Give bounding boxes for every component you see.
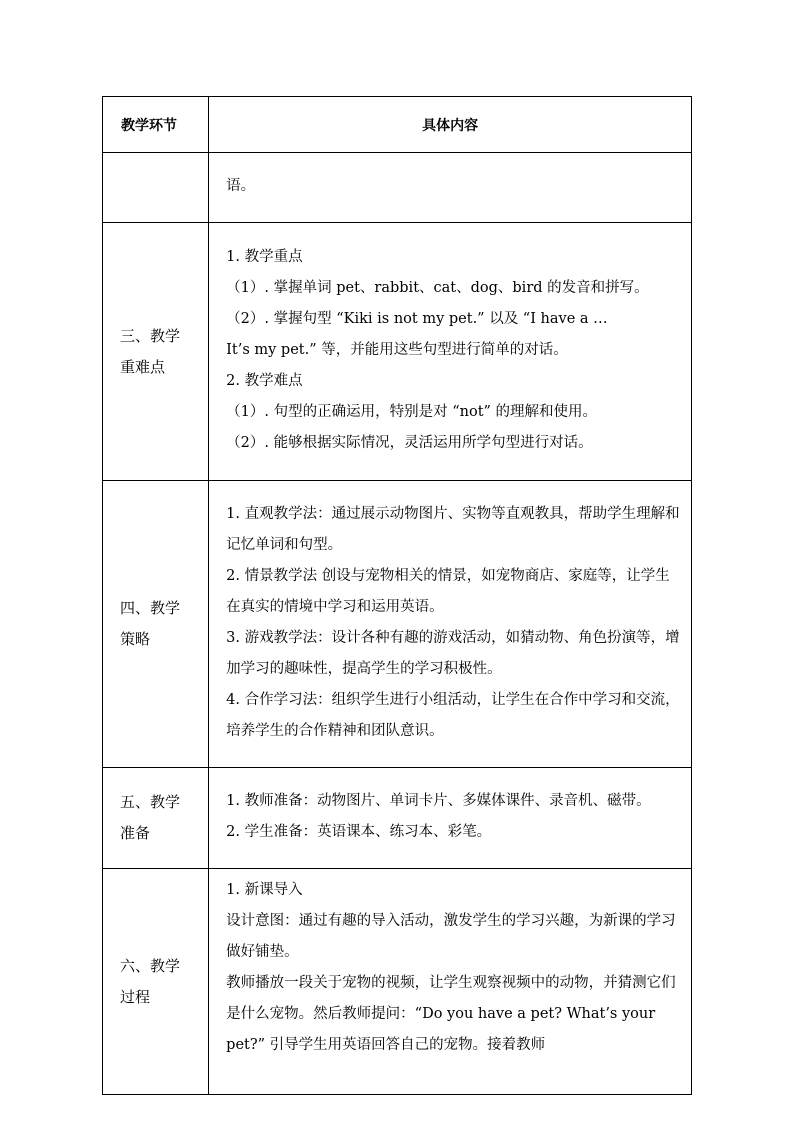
difficulty-line: （2）. 能够根据实际情况，灵活运用所学句型进行对话。 [226,435,593,451]
process-paragraph: 1. 新课导入 [226,882,303,898]
strategy-paragraph: 3. 游戏教学法：设计各种有趣的游戏活动，如猜动物、角色扮演等，增加学习的趣味性，提高学生的学习积极性。 [226,630,680,677]
difficulty-label [103,223,209,481]
header-stage: 教学环节 [103,97,209,153]
continuation-text: 语。 [209,153,692,223]
process-paragraph: 设计意图：通过有趣的导入活动，激发学生的学习兴趣，为新课的学习做好铺垫。 [226,913,676,960]
preparation-line: 1. 教师准备：动物图片、单词卡片、多媒体课件、录音机、磁带。 [226,793,651,809]
difficulty-row [103,223,692,481]
preparation-content [209,768,692,869]
difficulty-label-line1: 三、教学 [120,326,181,345]
strategy-paragraph: 1. 直观教学法：通过展示动物图片、实物等直观教具，帮助学生理解和记忆单词和句型。 [226,506,680,553]
preparation-label-line2: 准备 [120,824,151,842]
strategy-paragraph: 2. 情景教学法 创设与宠物相关的情景，如宠物商店、家庭等，让学生在真实的情境中学习和运用英语。 [226,568,670,615]
lesson-plan-table [102,96,692,1095]
strategy-content [209,481,692,768]
difficulty-line: （1）. 句型的正确运用，特别是对 “not” 的理解和使用。 [226,404,598,420]
continuation-label [103,153,209,223]
strategy-label-line1: 四、教学 [120,599,181,617]
preparation-label-line1: 五、教学 [120,793,181,811]
header-content: 具体内容 [209,97,692,153]
table-header-row [103,97,692,153]
preparation-row [103,768,692,869]
difficulty-line: 1. 教学重点 [226,249,303,265]
process-label-line2: 过程 [120,987,151,1006]
process-paragraph: 教师播放一段关于宠物的视频，让学生观察视频中的动物，并猜测它们是什么宠物。然后教师提问：“Do you have a pet? What’s your pet?” 引导学生用英语回答自己的宠物。接着教师 [226,975,676,1053]
difficulty-line: 2. 教学难点 [226,373,303,389]
strategy-label-line2: 策略 [120,630,151,648]
difficulty-label-line2: 重难点 [120,357,166,376]
process-content [209,869,692,1095]
strategy-row [103,481,692,768]
process-label-line1: 六、教学 [120,956,181,975]
strategy-label [103,481,209,768]
process-row [103,869,692,1095]
process-label [103,869,209,1095]
difficulty-line: （1）. 掌握单词 pet、rabbit、cat、dog、bird 的发音和拼写。 [226,280,649,296]
preparation-label [103,768,209,869]
preparation-line: 2. 学生准备：英语课本、练习本、彩笔。 [226,824,492,840]
continuation-row [103,153,692,223]
difficulty-line: It’s my pet.” 等，并能用这些句型进行简单的对话。 [226,342,568,358]
strategy-paragraph: 4. 合作学习法：组织学生进行小组活动，让学生在合作中学习和交流，培养学生的合作精神和团队意识。 [226,692,680,739]
difficulty-line: （2）. 掌握句型 “Kiki is not my pet.” 以及 “I have a … [226,311,608,327]
difficulty-content [209,223,692,481]
